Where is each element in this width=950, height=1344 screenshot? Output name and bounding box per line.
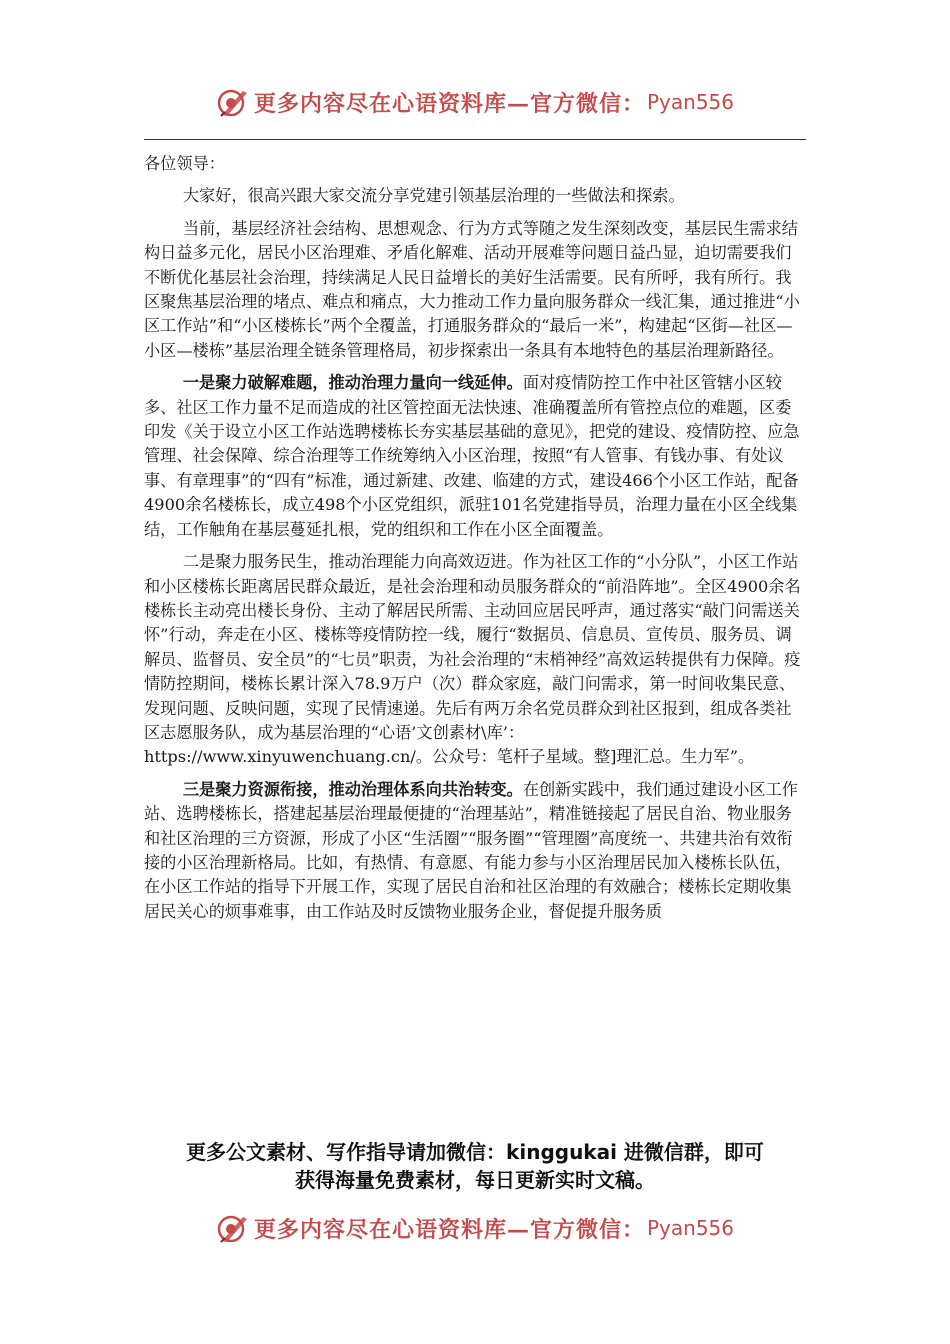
banner-title: 更多内容尽在心语资料库—官方微信： — [253, 90, 645, 117]
promo-line-1: 更多公文素材、写作指导请加微信：kinggukai 进微信群，即可 — [186, 1140, 764, 1164]
promo-notice — [0, 1138, 950, 1194]
greeting: 各位领导： — [144, 154, 225, 173]
banner-wechat-id: Pyan556 — [647, 90, 735, 114]
intro-paragraph: 大家好，很高兴跟大家交流分享党建引领基层治理的一些做法和探索。 — [182, 186, 685, 206]
point-three-text: 在创新实践中，我们通过建设小区工作站、选聘楼栋长，搭建起基层治理最便捷的“治理基站”，精准链接起了居民自治、物业服务和社区治理的三方资源，形成了小区“生活圈”“服务圈”“管理圈”高度统一、共建共治有效衔接的小区治理新格局。比如，有热情、有意愿、有能力参与小区治理居民加入楼栋长队伍，在小区工作站的指导下开展工作，实现了居民自治和社区治理的有效融合；楼栋长定期收集居民关心的烦事难事，由工作站及时反馈物业服务企业，督促提升服务质 — [144, 779, 798, 921]
document-body — [144, 152, 807, 932]
context-paragraph: 当前，基层经济社会结构、思想观念、行为方式等随之发生深刻改变，基层民生需求结构日益多元化，居民小区治理难、矛盾化解难、活动开展难等问题日益凸显，迫切需要我们不断优化基层社会治理，持续满足人民日益增长的美好生活需要。民有所呼，我有所行。我区聚焦基层治理的堵点、难点和痛点，大力推动工作力量向服务群众一线汇集，通过推进“小区工作站”和“小区楼栋长”两个全覆盖，打通服务群众的“最后一米”，构建起“区街—社区—小区—楼栋”基层治理全链条管理格局，初步探索出一条具有本地特色的基层治理新路径。 — [144, 218, 800, 360]
banner-title: 更多内容尽在心语资料库—官方微信： — [253, 1216, 645, 1243]
point-one-text: 面对疫情防控工作中社区管辖小区较多、社区工作力量不足而造成的社区管控面无法快速、准确覆盖所有管控点位的难题，区委印发《关于设立小区工作站选聘楼栋长夯实基层基础的意见》，把党的建设、疫情防控、应急管理、社会保障、综合治理等工作统筹纳入小区治理，按照“有人管事、有钱办事、有处议事、有章理事”的“四有”标准，通过新建、改建、临建的方式，建设466个小区工作站，配备4900余名楼栋长，成立498个小区党组织，派驻101名党建指导员，治理力量在小区全线集结，工作触角在基层蔓延扎根，党的组织和工作在小区全面覆盖。 — [144, 373, 800, 539]
pen-logo-icon — [216, 1211, 250, 1245]
point-one-heading: 一是聚力破解难题，推动治理力量向一线延伸。 — [182, 373, 523, 393]
banner-wechat-id: Pyan556 — [647, 1216, 735, 1240]
footer-banner — [0, 1208, 950, 1248]
point-three-paragraph — [144, 778, 807, 924]
pen-logo-icon — [216, 85, 250, 119]
point-two-paragraph: 二是聚力服务民生，推动治理能力向高效迈进。作为社区工作的“小分队”，小区工作站和小区楼栋长距离居民群众最近，是社会治理和动员服务群众的“前沿阵地”。全区4900余名楼栋长主动亮出楼长身份、主动了解居民所需、主动回应居民呼声，通过落实“敲门问需送关怀”行动，奔走在小区、楼栋等疫情防控一线，履行“数据员、信息员、宣传员、服务员、调解员、监督员、安全员”的“七员”职责，为社会治理的“末梢神经”高效运转提供有力保障。疫情防控期间，楼栋长累计深入78.9万户（次）群众家庭，敲门问需求，第一时间收集民意、发现问题、反映问题，实现了民情速递。先后有两万余名党员群众到社区报到，组成各类社区志愿服务队，成为基层治理的“心语’文创素材\库’：https://www.xinyuwenchuang.cn/。公众号：笔杆子星域。整]理汇总。生力军”。 — [144, 552, 801, 767]
header-divider — [144, 139, 806, 140]
point-one-paragraph — [144, 371, 807, 542]
promo-line-2: 获得海量免费素材，每日更新实时文稿。 — [295, 1168, 655, 1192]
header-banner — [0, 82, 950, 122]
point-three-heading: 三是聚力资源衔接，推动治理体系向共治转变。 — [182, 779, 523, 799]
